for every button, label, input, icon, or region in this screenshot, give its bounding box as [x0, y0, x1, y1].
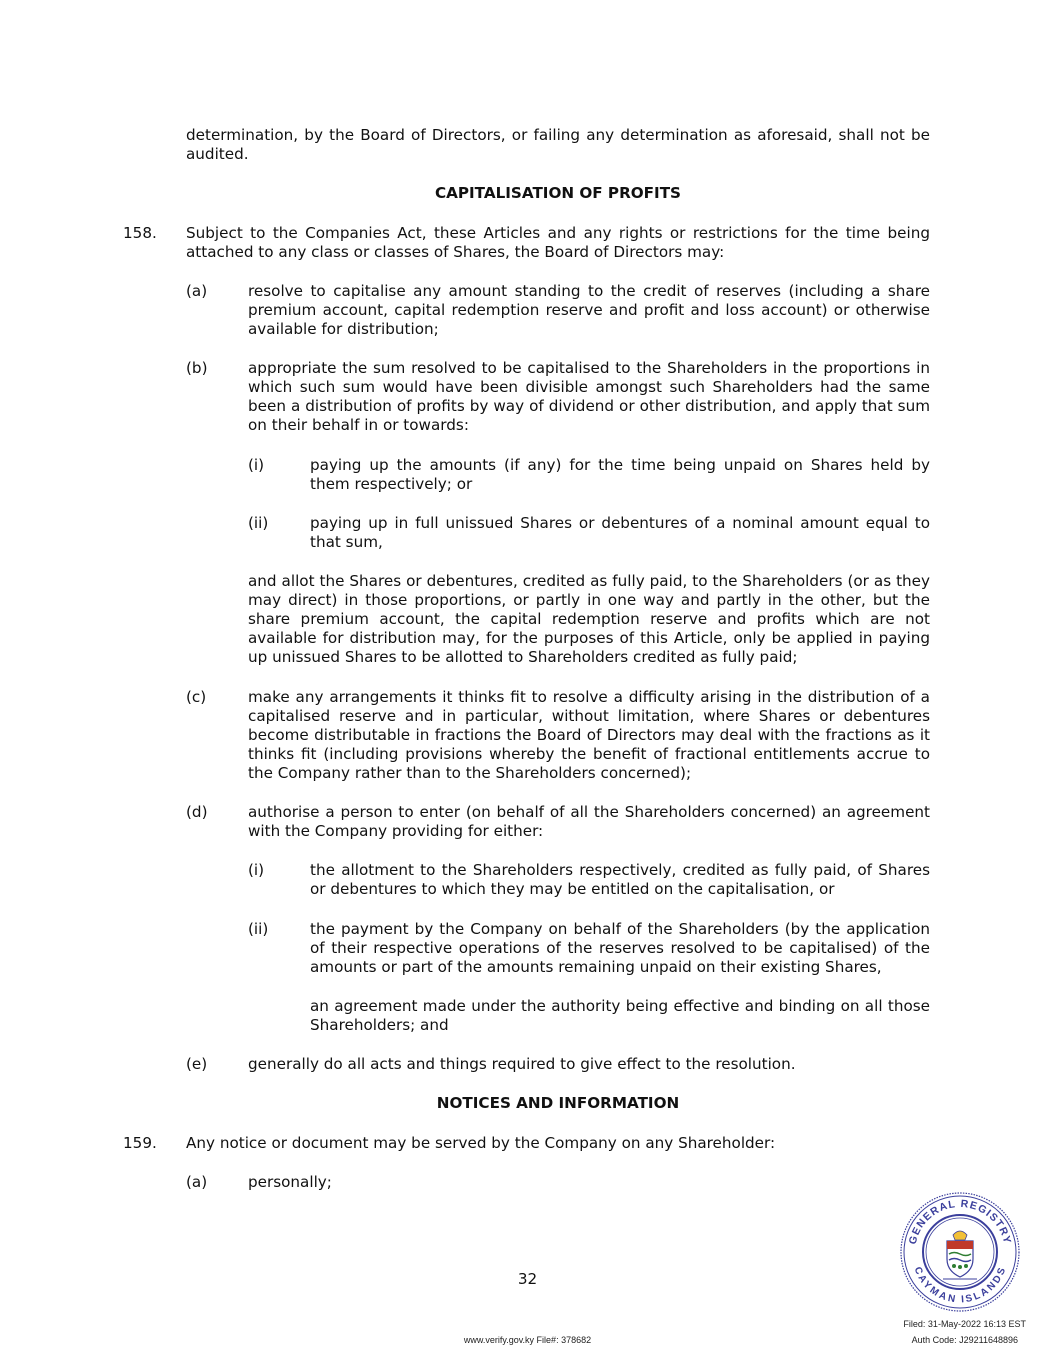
clause-d-ii-label: (ii) — [248, 920, 269, 938]
clause-b-tail: and allot the Shares or debentures, credited as fully paid, to the Shareholders (or as they may direct) in those proportions, or partly in one way and partly in the other, but the share premium account, the capital redemption reserve and profits which are not available for distribution may, for the purposes of this Article, only be applied in paying up unissued Shares to be allotted to Shareholders credited as fully paid; — [248, 572, 930, 666]
clause-b-label: (b) — [186, 359, 208, 377]
article-159-text: Any notice or document may be served by the Company on any Shareholder: — [186, 1134, 776, 1152]
article-158-number: 158. — [123, 224, 157, 242]
clause-159-a-label: (a) — [186, 1173, 208, 1191]
clause-e-label: (e) — [186, 1055, 208, 1073]
clause-b-ii-text: paying up in full unissued Shares or debentures of a nominal amount equal to that sum, — [310, 514, 930, 551]
clause-d-text: authorise a person to enter (on behalf of all the Shareholders concerned) an agreement with the Company providing for either: — [248, 803, 930, 840]
svg-text:CAYMAN ISLANDS: CAYMAN ISLANDS — [911, 1265, 1009, 1306]
clause-c-text: make any arrangements it thinks fit to resolve a difficulty arising in the distribution of a capitalised reserve and in particular, without limitation, where Shares or debentures become distributable in fractions the Board of Directors may deal with the fractions as it thinks fit (including provisions whereby the benefit of fractional entitlements accrue to the Company rather than to the Shareholders concerned); — [248, 688, 930, 782]
general-registry-seal-icon — [899, 1191, 1021, 1313]
clause-b-ii-label: (ii) — [248, 514, 269, 532]
clause-b-text: appropriate the sum resolved to be capitalised to the Shareholders in the proportions in which such sum would have been divisible amongst such Shareholders had the same been a distribution of profits by way of dividend or other distribution, and apply that sum on their behalf in or towards: — [248, 359, 930, 434]
clause-d-label: (d) — [186, 803, 208, 821]
clause-a-text: resolve to capitalise any amount standing to the credit of reserves (including a share premium account, capital redemption reserve and profit and loss account) or otherwise available for distribution; — [248, 282, 930, 338]
section-heading-notices: NOTICES AND INFORMATION — [436, 1094, 680, 1112]
clause-d-i-text: the allotment to the Shareholders respectively, credited as fully paid, of Shares or debentures to which they may be entitled on the capitalisation, or — [310, 861, 930, 898]
footer-auth-code: Auth Code: J29211648896 — [911, 1335, 1018, 1345]
clause-a-label: (a) — [186, 282, 208, 300]
footer-verify-file: www.verify.gov.ky File#: 378682 — [463, 1335, 592, 1345]
clause-e-text: generally do all acts and things required to give effect to the resolution. — [248, 1055, 796, 1073]
footer-filed-date: Filed: 31-May-2022 16:13 EST — [903, 1319, 1026, 1329]
clause-d-i-label: (i) — [248, 861, 265, 879]
clause-d-tail: an agreement made under the authority being effective and binding on all those Shareholders; and — [310, 997, 930, 1034]
section-heading-capitalisation: CAPITALISATION OF PROFITS — [434, 184, 681, 202]
clause-159-a-text: personally; — [248, 1173, 332, 1191]
page-number: 32 — [517, 1270, 538, 1288]
article-158-text: Subject to the Companies Act, these Articles and any rights or restrictions for the time being attached to any class or classes of Shares, the Board of Directors may: — [186, 224, 930, 261]
clause-b-i-label: (i) — [248, 456, 265, 474]
clause-d-ii-text: the payment by the Company on behalf of the Shareholders (by the application of their respective operations of the reserves resolved to be capitalised) of the amounts or part of the amounts remaining unpaid on their existing Shares, — [310, 920, 930, 976]
article-159-number: 159. — [123, 1134, 157, 1152]
clause-c-label: (c) — [186, 688, 207, 706]
clause-b-i-text: paying up the amounts (if any) for the time being unpaid on Shares held by them respectively; or — [310, 456, 930, 493]
svg-text:GENERAL REGISTRY: GENERAL REGISTRY — [906, 1197, 1014, 1246]
intro-paragraph: determination, by the Board of Directors, or failing any determination as aforesaid, shall not be audited. — [186, 126, 930, 163]
